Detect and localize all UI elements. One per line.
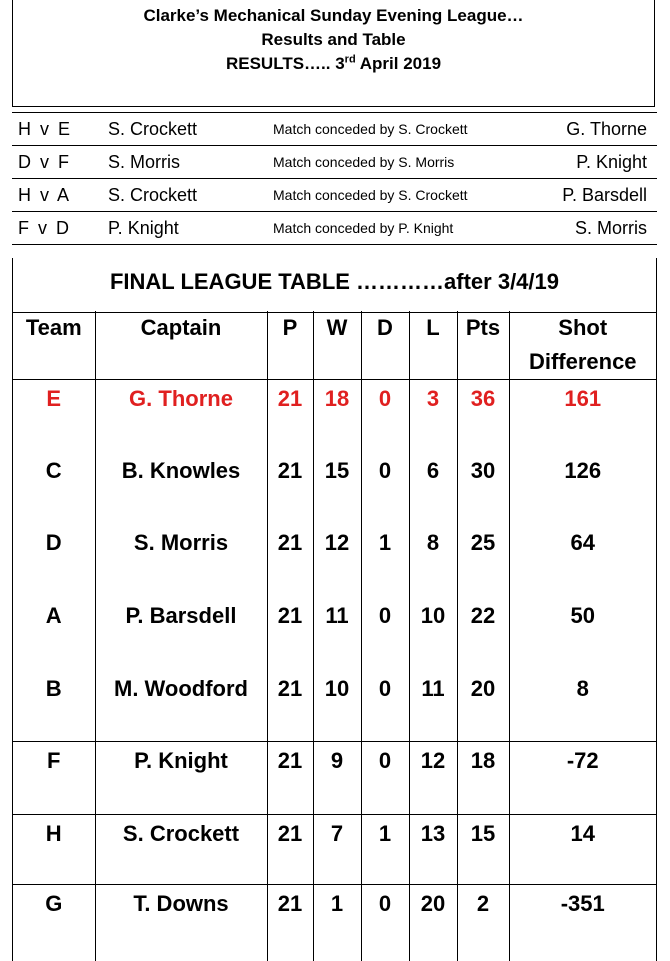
document-header	[12, 0, 655, 107]
shot-difference: -72	[509, 742, 656, 815]
winning-captain: P. Knight	[543, 146, 657, 179]
table-row	[13, 524, 656, 597]
conceding-captain: S. Morris	[108, 146, 273, 179]
team: C	[13, 452, 95, 524]
results-table	[12, 112, 657, 245]
drawn: 0	[361, 380, 409, 452]
shot-difference: 64	[570, 529, 595, 555]
result-row	[12, 146, 657, 179]
won: 12	[313, 524, 361, 597]
winning-captain: S. Morris	[543, 212, 657, 245]
won: 1	[313, 885, 361, 961]
table-row	[13, 815, 656, 885]
fixture: F v D	[12, 212, 108, 245]
lost: 3	[409, 380, 457, 452]
won: 10	[313, 670, 361, 742]
points: 2	[457, 885, 509, 961]
result-note: Match conceded by P. Knight	[273, 212, 543, 245]
lost: 8	[409, 524, 457, 597]
team: F	[13, 742, 95, 815]
col-team: Team	[13, 311, 95, 380]
shot-difference: 50	[570, 602, 595, 628]
league-table-section	[12, 258, 657, 961]
played: 21	[267, 597, 313, 670]
date-ordinal: rd	[344, 53, 356, 66]
team: E	[13, 380, 95, 452]
result-row	[12, 113, 657, 146]
team: A	[13, 597, 95, 670]
result-note: Match conceded by S. Morris	[273, 146, 543, 179]
won: 15	[313, 452, 361, 524]
captain: G. Thorne	[95, 380, 267, 452]
col-won: W	[313, 311, 361, 380]
drawn: 0	[361, 742, 409, 815]
captain: P. Barsdell	[95, 597, 267, 670]
drawn: 0	[361, 597, 409, 670]
col-lost: L	[409, 311, 457, 380]
result-row	[12, 212, 657, 245]
lost: 10	[409, 597, 457, 670]
table-row	[13, 742, 656, 815]
table-header-row	[13, 311, 656, 380]
points: 20	[457, 670, 509, 742]
drawn: 0	[361, 885, 409, 961]
played: 21	[267, 815, 313, 885]
won: 7	[313, 815, 361, 885]
drawn: 1	[361, 524, 409, 597]
points: 22	[457, 597, 509, 670]
fixture: H v E	[12, 113, 108, 146]
shot-difference: 14	[509, 815, 656, 885]
document-subtitle: Results and Table	[261, 30, 406, 49]
col-drawn: D	[361, 311, 409, 380]
col-points: Pts	[457, 311, 509, 380]
captain: B. Knowles	[95, 452, 267, 524]
shot-difference: -351	[509, 885, 656, 961]
captain: T. Downs	[95, 885, 267, 961]
played: 21	[267, 742, 313, 815]
shot-difference: 126	[564, 457, 602, 483]
lost: 13	[409, 815, 457, 885]
results-label: RESULTS….. 3	[225, 54, 345, 73]
team: B	[13, 670, 95, 742]
won: 18	[313, 380, 361, 452]
team: D	[13, 524, 95, 597]
played: 21	[267, 670, 313, 742]
captain: P. Knight	[95, 742, 267, 815]
lost: 6	[409, 452, 457, 524]
conceding-captain: P. Knight	[108, 212, 273, 245]
results-date: April 2019	[355, 54, 442, 73]
drawn: 0	[361, 452, 409, 524]
col-played: P	[267, 311, 313, 380]
shot-difference: 161	[564, 386, 602, 411]
team: H	[13, 815, 95, 885]
league-table-title: FINAL LEAGUE TABLE …………after 3/4/19	[13, 262, 656, 313]
drawn: 0	[361, 670, 409, 742]
shot-difference: 8	[576, 675, 589, 701]
col-captain: Captain	[95, 311, 267, 380]
result-note: Match conceded by S. Crockett	[273, 179, 543, 212]
fixture: H v A	[12, 179, 108, 212]
lost: 12	[409, 742, 457, 815]
result-note: Match conceded by S. Crockett	[273, 113, 543, 146]
points: 36	[457, 380, 509, 452]
table-row	[13, 885, 656, 961]
table-row	[13, 380, 656, 452]
points: 25	[457, 524, 509, 597]
lost: 11	[409, 670, 457, 742]
table-row	[13, 597, 656, 670]
points: 18	[457, 742, 509, 815]
captain: M. Woodford	[95, 670, 267, 742]
league-name: Clarke’s Mechanical Sunday Evening League…	[143, 6, 524, 25]
captain: S. Crockett	[95, 815, 267, 885]
points: 30	[457, 452, 509, 524]
points: 15	[457, 815, 509, 885]
table-row	[13, 452, 656, 524]
played: 21	[267, 885, 313, 961]
played: 21	[267, 380, 313, 452]
league-table	[13, 311, 656, 961]
fixture: D v F	[12, 146, 108, 179]
drawn: 1	[361, 815, 409, 885]
team: G	[13, 885, 95, 961]
captain: S. Morris	[95, 524, 267, 597]
result-row	[12, 179, 657, 212]
won: 9	[313, 742, 361, 815]
lost: 20	[409, 885, 457, 961]
played: 21	[267, 524, 313, 597]
played: 21	[267, 452, 313, 524]
won: 11	[313, 597, 361, 670]
table-row	[13, 670, 656, 742]
col-shot-difference: Shot Difference	[509, 311, 656, 380]
conceding-captain: S. Crockett	[108, 113, 273, 146]
conceding-captain: S. Crockett	[108, 179, 273, 212]
results-date-line	[13, 52, 654, 76]
winning-captain: G. Thorne	[543, 113, 657, 146]
winning-captain: P. Barsdell	[543, 179, 657, 212]
